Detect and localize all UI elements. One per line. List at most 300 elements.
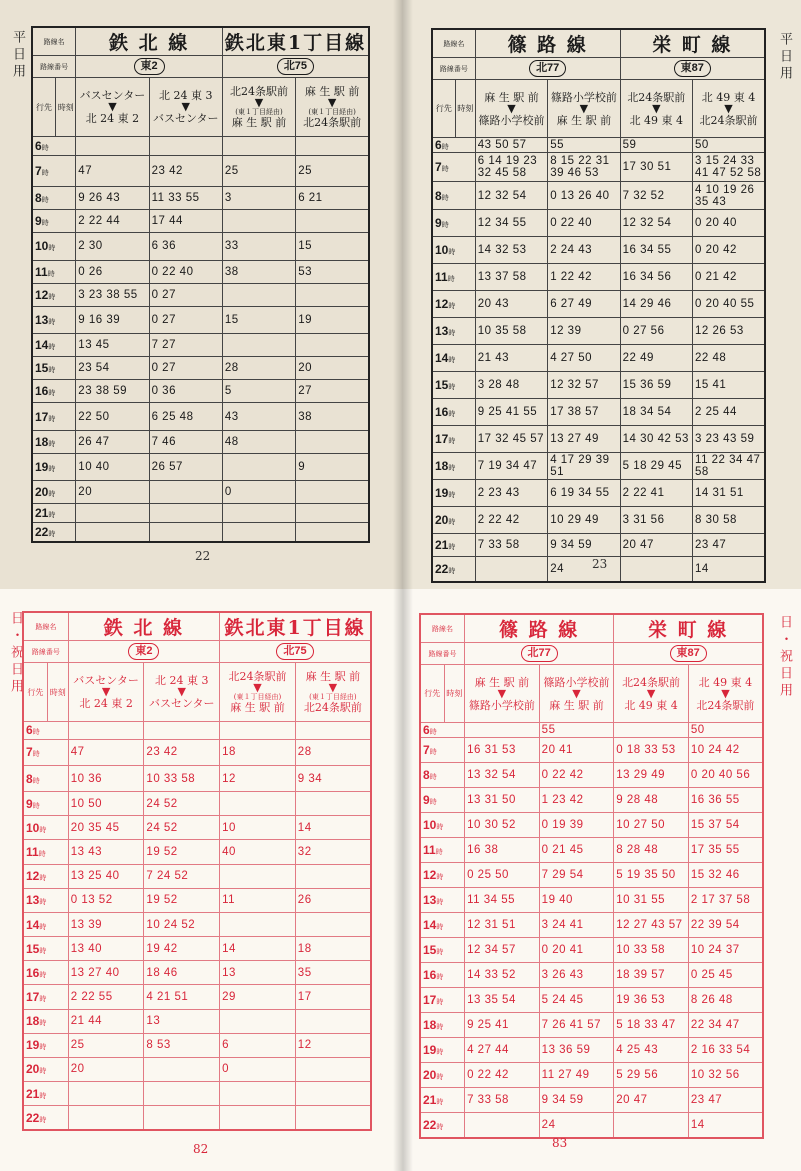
departure-cell: 38: [296, 403, 369, 430]
departure-cell: 0 21 42: [693, 264, 765, 291]
route-title-text-1: 栄 町 線: [648, 619, 729, 641]
destination-label: [23, 663, 47, 721]
departure-cell: 17 30 51: [620, 153, 692, 182]
departure-cell: 0: [222, 480, 295, 503]
departure-cell: [295, 1009, 371, 1033]
departure-cell: 25: [296, 155, 369, 186]
route-number-badge-0: 北77: [521, 645, 558, 662]
departure-cell: [295, 1082, 371, 1106]
departure-cell: 11: [220, 888, 296, 912]
destination-label-text: 行先: [435, 104, 452, 113]
direction-0-1: [144, 663, 220, 721]
departure-cell: 2 30: [76, 233, 149, 260]
direction-to: 麻 生 駅 前: [231, 116, 287, 130]
departure-cell: 27: [296, 380, 369, 403]
departure-cell: 13 29 49: [614, 763, 689, 788]
departure-cell: 24: [548, 557, 620, 582]
weekday-left-page: [0, 0, 403, 589]
direction-via: (東１丁目経由): [235, 108, 283, 117]
route-title-text-0: 篠 路 線: [499, 619, 580, 641]
departure-cell: 12 34 55: [475, 210, 547, 237]
departure-cell: 15 37 54: [688, 813, 763, 838]
departure-cell: 10 36: [68, 766, 144, 792]
departure-cell: 0 22 42: [539, 763, 614, 788]
direction-0-0: [465, 665, 540, 723]
departure-cell: 12 32 57: [548, 372, 620, 399]
departure-cell: 14: [295, 816, 371, 840]
hour-row: [32, 210, 369, 233]
hour-row: [32, 357, 369, 380]
hour-value: 10: [35, 239, 49, 254]
hour-row: [32, 306, 369, 333]
hour-value: 10: [435, 243, 449, 257]
direction-1-1: [295, 663, 371, 721]
departure-cell: 13: [144, 1009, 220, 1033]
direction-1-1: [296, 78, 369, 136]
departure-cell: 25: [68, 1033, 144, 1057]
departure-cell: 0 25 45: [688, 963, 763, 988]
departure-cell: [296, 504, 369, 523]
departure-cell: 6 36: [149, 233, 222, 260]
departure-cell: 3: [222, 187, 295, 210]
direction-via: (東１丁目経由): [309, 693, 357, 702]
hour-label: [32, 155, 76, 186]
route-number-label: [420, 643, 465, 665]
hour-row: [32, 453, 369, 480]
hour-label: [432, 372, 475, 399]
down-arrow-icon: ▼: [652, 101, 661, 115]
direction-to: 麻 生 駅 前: [556, 113, 612, 127]
departure-cell: [68, 721, 144, 739]
departure-cell: 59: [620, 138, 692, 153]
departure-cell: 0 21 45: [539, 838, 614, 863]
route-title-1: [614, 614, 763, 643]
hour-label: [32, 403, 76, 430]
direction-1-0: [220, 663, 296, 721]
hour-suffix: 時: [447, 276, 455, 283]
departure-cell: 14 29 46: [620, 291, 692, 318]
hour-row: [420, 813, 763, 838]
departure-cell: 13 27 49: [548, 426, 620, 453]
departure-cell: 2 23 43: [475, 480, 547, 507]
route-title-0: [68, 612, 219, 641]
departure-cell: 28: [222, 357, 295, 380]
destination-label: [432, 80, 455, 138]
hour-row: [420, 963, 763, 988]
hour-suffix: 時: [48, 465, 56, 473]
departure-cell: 3 15 24 33 41 47 52 58: [693, 153, 765, 182]
departure-cell: 18: [220, 739, 296, 765]
departure-cell: 0 20 40 56: [688, 763, 763, 788]
hour-value: 14: [26, 917, 40, 932]
hour-suffix: 時: [448, 384, 456, 391]
departure-cell: 0 13 26 40: [548, 182, 620, 210]
departure-cell: 20 41: [539, 738, 614, 763]
departure-cell: 32: [295, 840, 371, 864]
hour-row: [420, 1038, 763, 1063]
departure-cell: 10 24 37: [688, 938, 763, 963]
departure-cell: 18 34 54: [620, 399, 692, 426]
departure-cell: 2 22 44: [76, 210, 149, 233]
direction-0-0: [68, 663, 144, 721]
hour-suffix: 時: [48, 531, 56, 539]
departure-cell: [222, 334, 295, 357]
departure-cell: 10 24 42: [688, 738, 763, 763]
hour-label: [32, 233, 76, 260]
hour-value: 7: [35, 163, 42, 178]
hour-row: [32, 187, 369, 210]
departure-cell: 5 29 56: [614, 1063, 689, 1088]
hour-suffix: 時: [32, 729, 40, 737]
hour-label: [420, 913, 465, 938]
departure-cell: 18: [295, 937, 371, 961]
hour-label: [32, 187, 76, 210]
departure-cell: 23 42: [144, 739, 220, 765]
hour-suffix: 時: [39, 1044, 47, 1052]
hour-label: [32, 453, 76, 480]
direction-to: 麻 生 駅 前: [549, 698, 604, 712]
hour-row: [23, 1082, 371, 1106]
hour-suffix: 時: [436, 824, 444, 831]
route-number-label: [32, 56, 76, 78]
direction-from: 篠路小学校前: [550, 90, 617, 104]
hour-suffix: 時: [39, 1068, 47, 1076]
departure-cell: 20: [76, 480, 149, 503]
hour-suffix: 時: [39, 875, 47, 883]
departure-cell: [296, 523, 369, 542]
hour-value: 18: [35, 434, 49, 449]
departure-cell: 0 27: [149, 357, 222, 380]
departure-cell: 50: [688, 723, 763, 738]
departure-cell: 20: [296, 357, 369, 380]
route-number-0: [76, 56, 223, 78]
departure-cell: [68, 1106, 144, 1130]
departure-cell: 6 14 19 23 32 45 58: [475, 153, 547, 182]
route-title-1: [222, 27, 369, 56]
hour-suffix: 時: [448, 411, 456, 418]
departure-cell: 6 21: [296, 187, 369, 210]
departure-cell: 47: [76, 155, 149, 186]
departure-cell: [76, 504, 149, 523]
direction-to: 北24条駅前: [303, 116, 362, 130]
hour-row: [432, 138, 765, 153]
hour-value: 18: [26, 1014, 40, 1029]
departure-cell: 10 29 49: [548, 507, 620, 534]
route-number-1: [620, 58, 765, 80]
hour-value: 17: [35, 409, 49, 424]
departure-cell: 28: [295, 739, 371, 765]
route-number-0: [475, 58, 620, 80]
departure-cell: 7 32 52: [620, 182, 692, 210]
down-arrow-icon: ▼: [724, 101, 733, 115]
route-title-0: [76, 27, 223, 56]
hour-value: 16: [423, 968, 437, 982]
departure-cell: 17 44: [149, 210, 222, 233]
departure-cell: 13 36 59: [539, 1038, 614, 1063]
hour-label: [420, 1038, 465, 1063]
direction-from: バスセンター: [79, 89, 146, 103]
hour-value: 16: [435, 405, 449, 419]
route-name-label: [32, 27, 76, 56]
departure-cell: 3 28 48: [475, 372, 547, 399]
departure-cell: 3 26 43: [539, 963, 614, 988]
hour-value: 7: [423, 743, 430, 757]
departure-cell: 9 34 59: [539, 1088, 614, 1113]
hour-label: [23, 1106, 68, 1130]
departure-cell: 2 24 43: [548, 237, 620, 264]
departure-cell: 26 57: [149, 453, 222, 480]
departure-cell: 9 25 41: [465, 1013, 540, 1038]
hour-label: [23, 816, 68, 840]
hour-row: [32, 430, 369, 453]
departure-cell: 6 19 34 55: [548, 480, 620, 507]
hour-suffix: 時: [448, 567, 456, 575]
hour-value: 21: [423, 1093, 437, 1107]
hour-row: [432, 237, 765, 264]
hour-suffix: 時: [41, 169, 49, 177]
hour-value: 10: [26, 820, 40, 835]
departure-cell: [296, 210, 369, 233]
departure-cell: 12 26 53: [693, 318, 765, 345]
route-number-row: [23, 641, 371, 663]
direction-from: 北 49 東 4: [701, 90, 756, 104]
departure-cell: 11 33 55: [149, 187, 222, 210]
down-arrow-icon: ▼: [108, 100, 117, 114]
hour-row: [32, 155, 369, 186]
hour-value: 19: [435, 486, 449, 500]
departure-cell: [295, 864, 371, 888]
hour-suffix: 時: [48, 491, 56, 499]
hour-row: [420, 788, 763, 813]
hour-value: 18: [423, 1018, 437, 1032]
departure-cell: 24 52: [144, 816, 220, 840]
hour-label: [420, 963, 465, 988]
direction-to: 北24条駅前: [699, 113, 758, 127]
hour-suffix: 時: [39, 996, 47, 1003]
departure-cell: 3 23 38 55: [76, 283, 149, 306]
departure-cell: 14 32 53: [475, 237, 547, 264]
hour-value: 15: [26, 941, 40, 956]
hour-value: 12: [423, 868, 437, 882]
departure-cell: 12: [295, 1033, 371, 1057]
hour-label: [23, 792, 68, 816]
hour-label: [23, 1009, 68, 1033]
hour-value: 22: [26, 1110, 40, 1125]
route-number-badge-0: 東2: [134, 58, 165, 75]
hour-label: [23, 961, 68, 985]
departure-cell: 13 35 54: [465, 988, 540, 1013]
hour-value: 14: [35, 338, 49, 353]
hour-value: 22: [423, 1117, 437, 1132]
hour-value: 6: [423, 723, 430, 737]
hour-label: [420, 838, 465, 863]
departure-cell: 9 26 43: [76, 187, 149, 210]
hour-suffix: 時: [39, 826, 47, 834]
departure-cell: 7 33 58: [475, 534, 547, 557]
route-number-1: [614, 643, 763, 665]
route-name-row: [23, 612, 371, 641]
departure-cell: 19: [296, 306, 369, 333]
hour-row: [32, 523, 369, 542]
hour-label: [23, 840, 68, 864]
departure-cell: 3 23 43 59: [693, 426, 765, 453]
departure-cell: [220, 864, 296, 888]
direction-via: (東１丁目経由): [308, 108, 356, 117]
hour-value: 11: [435, 270, 448, 284]
direction-to: 麻 生 駅 前: [230, 701, 285, 715]
hour-suffix: 時: [32, 777, 40, 785]
direction-to: 北24条駅前: [303, 701, 362, 715]
hour-suffix: 時: [32, 802, 40, 810]
route-name-label-text: 路線名: [43, 37, 65, 46]
departure-cell: 0 36: [149, 380, 222, 403]
departure-cell: 4 25 43: [614, 1038, 689, 1063]
hour-label: [32, 430, 76, 453]
hour-row: [420, 988, 763, 1013]
hour-row: [32, 504, 369, 523]
hour-suffix: 時: [429, 749, 437, 756]
hour-row: [420, 888, 763, 913]
hour-value: 13: [26, 893, 40, 908]
hour-label: [23, 1057, 68, 1081]
route-name-label-text: 路線名: [443, 39, 465, 48]
hour-suffix: 時: [436, 899, 444, 906]
route-title-0: [465, 614, 614, 643]
direction-via: (東１丁目経由): [233, 693, 282, 702]
departure-cell: 17: [295, 985, 371, 1009]
departure-cell: [295, 912, 371, 936]
route-name-label: [432, 29, 475, 58]
direction-to: 篠路小学校前: [478, 113, 545, 127]
hour-suffix: 時: [48, 245, 56, 253]
departure-cell: [222, 504, 295, 523]
hour-value: 8: [423, 768, 430, 782]
direction-from: 北24条駅前: [228, 670, 287, 684]
hour-row: [432, 210, 765, 237]
hour-row: [23, 937, 371, 961]
route-number-badge-1: 東87: [674, 60, 711, 77]
route-name-label-text: 路線名: [432, 624, 454, 633]
down-arrow-icon: ▼: [181, 100, 190, 114]
departure-cell: 5 24 45: [539, 988, 614, 1013]
departure-cell: 22 49: [620, 345, 692, 372]
direction-to: バスセンター: [148, 697, 215, 711]
destination-label-text: 行先: [27, 687, 44, 697]
departure-cell: 9 25 41 55: [475, 399, 547, 426]
hour-label: [432, 557, 475, 582]
hour-value: 16: [26, 965, 40, 980]
departure-cell: [295, 1057, 371, 1081]
hour-label: [23, 937, 68, 961]
hour-label: [432, 237, 475, 264]
hour-row: [420, 1113, 763, 1138]
hour-suffix: 時: [38, 851, 46, 859]
route-number-label: [432, 58, 475, 80]
hour-label: [32, 260, 76, 283]
departure-cell: 7 33 58: [465, 1088, 540, 1113]
hour-suffix: 時: [436, 1024, 444, 1031]
down-arrow-icon: ▼: [646, 686, 656, 700]
hour-suffix: 時: [448, 249, 456, 256]
departure-cell: 13 40: [68, 937, 144, 961]
hour-row: [32, 233, 369, 260]
route-title-text-1: 鉄北東1丁目線: [224, 32, 367, 55]
hour-row: [432, 318, 765, 345]
hour-value: 7: [435, 160, 442, 174]
departure-cell: 53: [296, 260, 369, 283]
hour-row: [420, 938, 763, 963]
hour-label: [432, 210, 475, 237]
departure-cell: 55: [539, 723, 614, 738]
departure-cell: [144, 721, 220, 739]
hour-value: 9: [435, 216, 442, 230]
departure-cell: 5: [222, 380, 295, 403]
hour-suffix: 時: [47, 270, 55, 278]
hour-value: 13: [423, 893, 437, 907]
departure-cell: 20: [68, 1057, 144, 1081]
departure-cell: 13 31 50: [465, 788, 540, 813]
hour-value: 21: [26, 1086, 40, 1101]
hour-suffix: 時: [441, 222, 449, 229]
departure-cell: 15 32 46: [688, 863, 763, 888]
destination-row: [420, 665, 763, 723]
direction-from: 麻 生 駅 前: [474, 675, 530, 689]
route-title-1: [620, 29, 765, 58]
hour-suffix: 時: [39, 1020, 47, 1028]
hour-value: 9: [423, 793, 430, 807]
hour-suffix: 時: [39, 1092, 47, 1100]
departure-cell: 12 27 43 57: [614, 913, 689, 938]
hour-row: [32, 334, 369, 357]
direction-1-0: [222, 78, 295, 136]
hour-value: 20: [423, 1068, 437, 1082]
hour-suffix: 時: [441, 194, 449, 202]
hour-row: [23, 864, 371, 888]
departure-cell: [295, 792, 371, 816]
departure-cell: [296, 334, 369, 357]
route-number-label-text: 路線番号: [439, 64, 468, 73]
departure-cell: [220, 1082, 296, 1106]
hour-label: [23, 888, 68, 912]
hour-row: [432, 453, 765, 480]
route-number-label-text: 路線番号: [40, 62, 69, 71]
direction-1-1: [693, 80, 765, 138]
departure-cell: 21 43: [475, 345, 547, 372]
hour-row: [420, 863, 763, 888]
departure-cell: 13 39: [68, 912, 144, 936]
down-arrow-icon: ▼: [101, 685, 111, 699]
hour-row: [23, 1033, 371, 1057]
hour-suffix: 時: [436, 949, 444, 956]
departure-cell: 15: [296, 233, 369, 260]
departure-cell: 17 38 57: [548, 399, 620, 426]
departure-cell: 14 30 42 53: [620, 426, 692, 453]
departure-cell: 0: [220, 1057, 296, 1081]
hour-suffix: 時: [436, 1099, 444, 1106]
hour-value: 15: [435, 378, 449, 392]
hour-row: [432, 372, 765, 399]
departure-cell: [220, 721, 296, 739]
hour-value: 12: [35, 287, 49, 302]
hour-suffix: 時: [48, 390, 56, 398]
hour-row: [432, 399, 765, 426]
time-label-text: 時刻: [446, 689, 463, 698]
departure-cell: 6: [220, 1033, 296, 1057]
hour-label: [23, 766, 68, 792]
departure-cell: 2 22 41: [620, 480, 692, 507]
destination-row: [23, 663, 371, 721]
hour-row: [23, 961, 371, 985]
